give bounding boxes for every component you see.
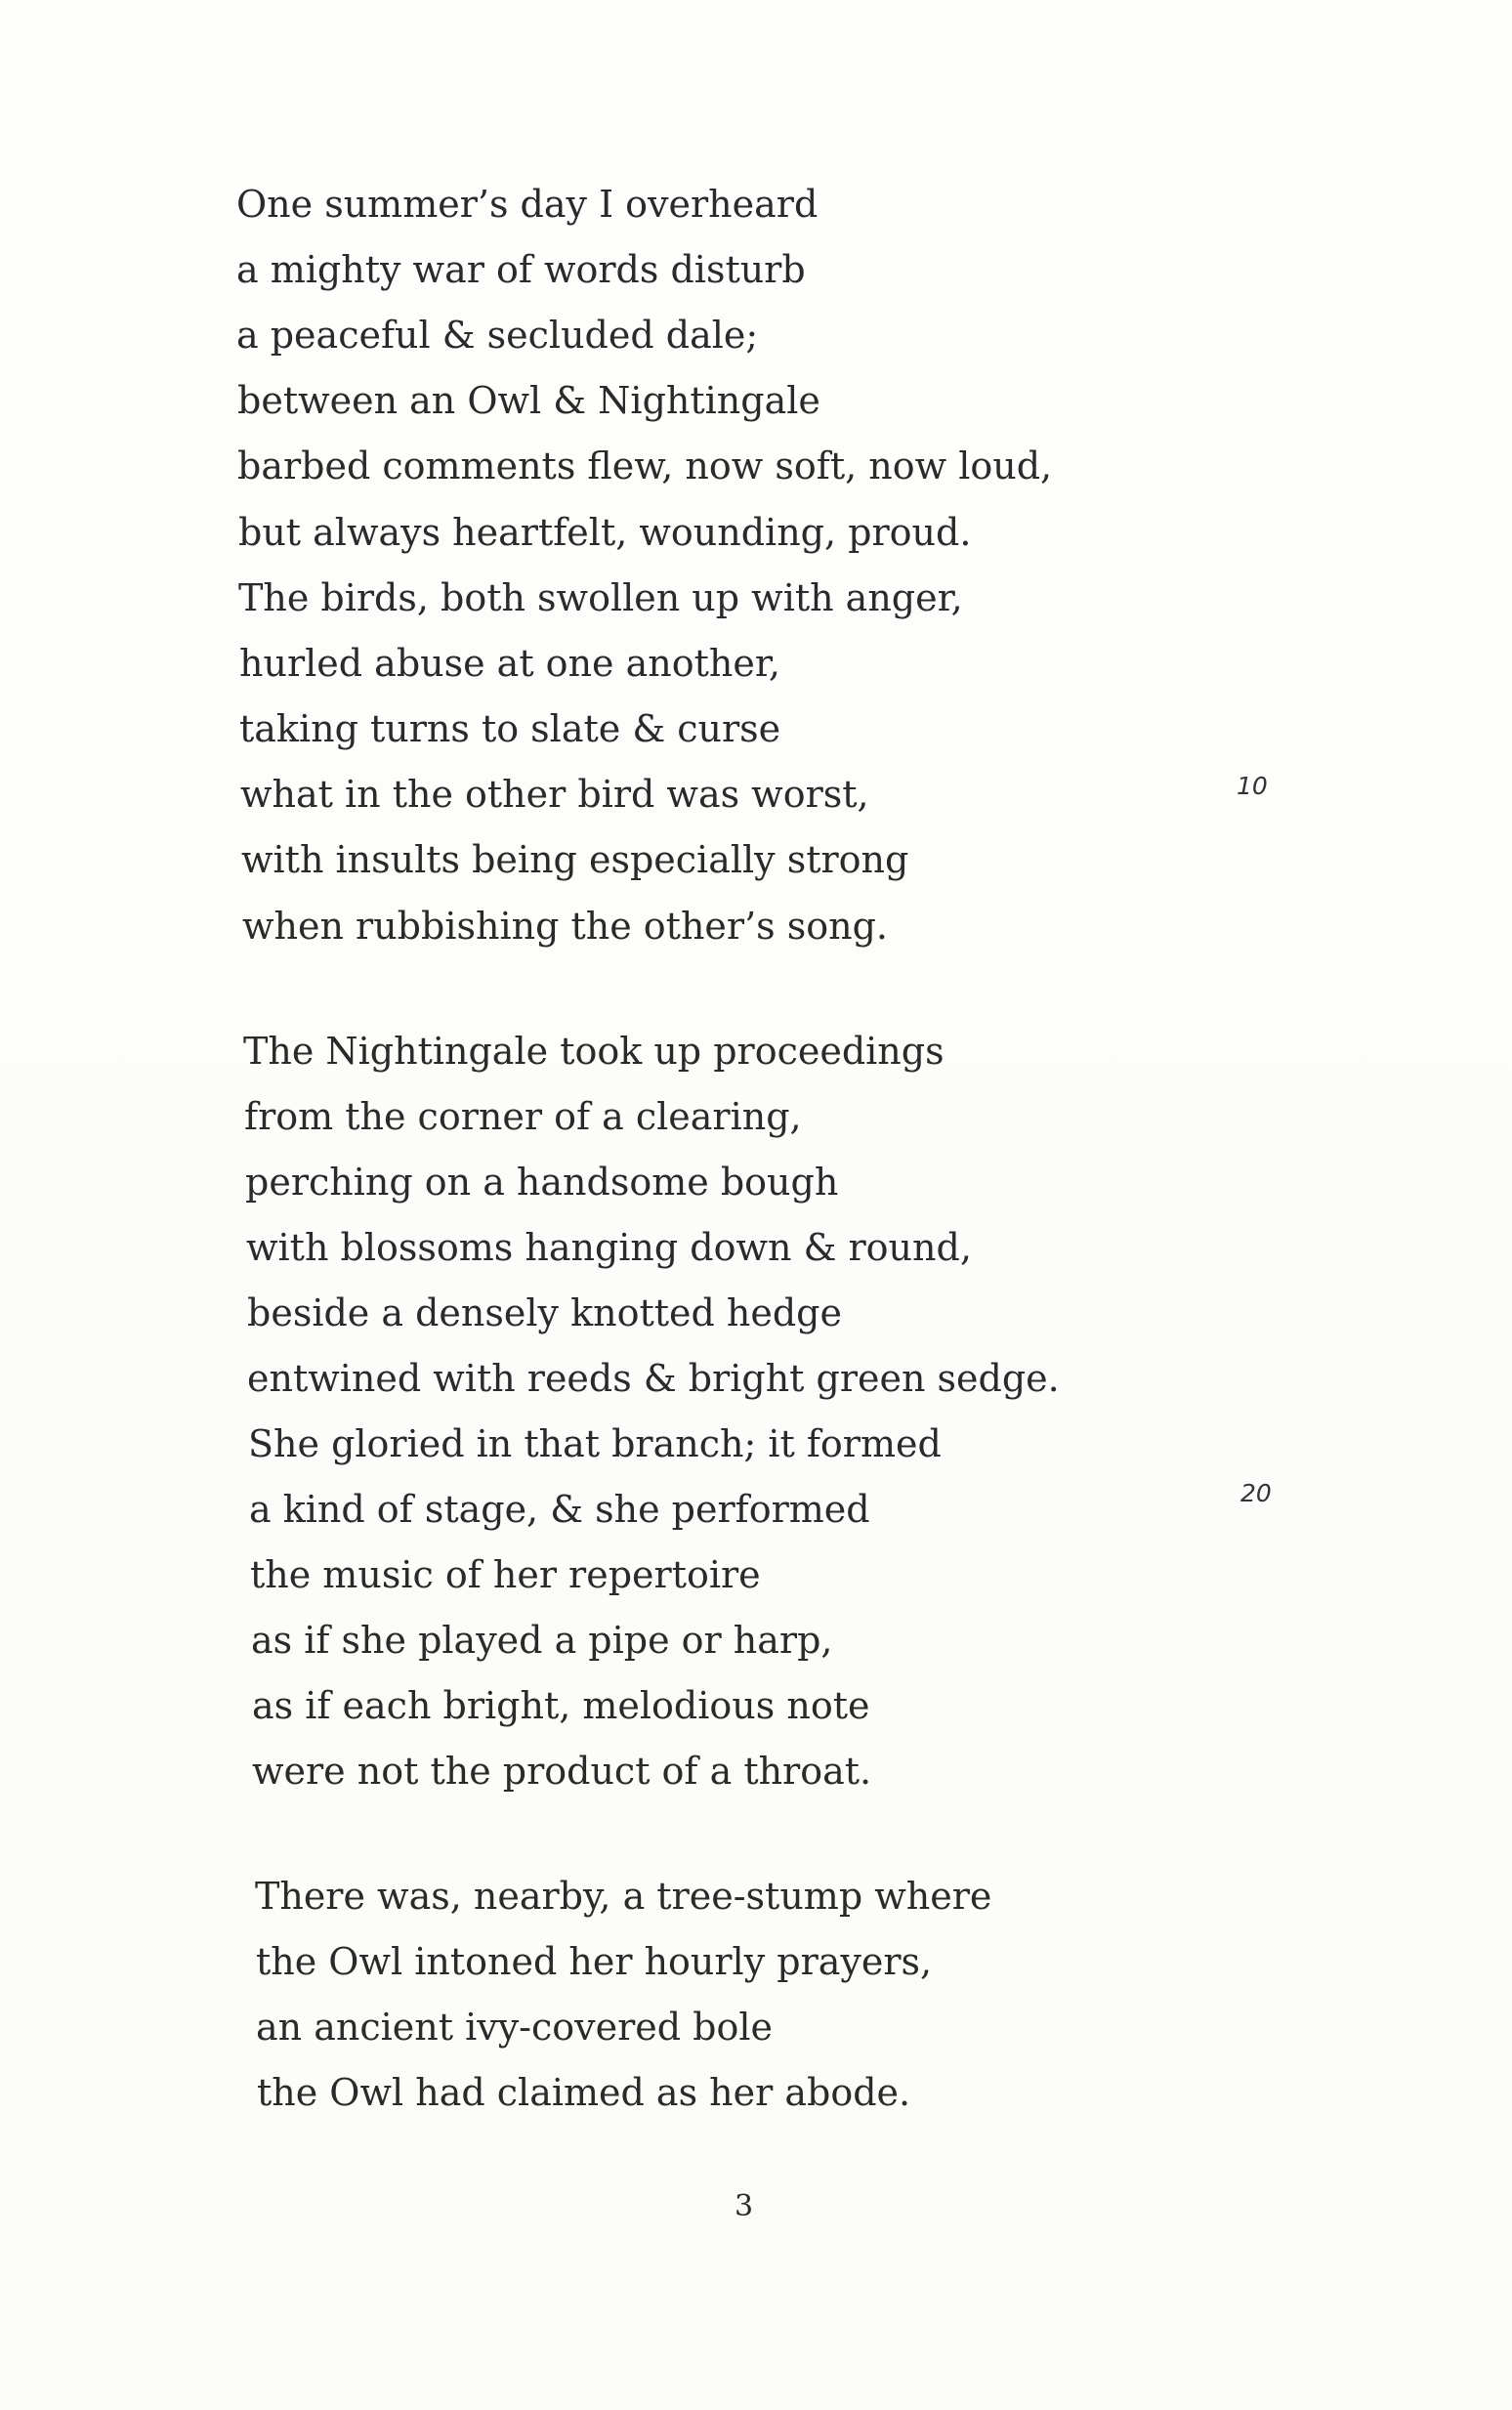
poem-line: but always heartfelt, wounding, proud. xyxy=(238,511,972,554)
poem-line: as if each bright, melodious note xyxy=(252,1684,870,1727)
poem-line: hurled abuse at one another, xyxy=(239,642,780,685)
poem-line: from the corner of a clearing, xyxy=(244,1095,802,1138)
poem-line: beside a densely knotted hedge xyxy=(247,1291,842,1334)
poem-line: perching on a handsome bough xyxy=(245,1161,839,1204)
poem-line: the music of her repertoire xyxy=(250,1553,761,1596)
poem-line: as if she played a pipe or harp, xyxy=(251,1619,833,1662)
poem-line: with insults being especially strong xyxy=(241,838,909,881)
poem-line: with blossoms hanging down & round, xyxy=(246,1226,972,1269)
poem-line: a peaceful & secluded dale; xyxy=(236,314,759,357)
poem-line: She gloried in that branch; it formed xyxy=(248,1422,942,1465)
poem-line: One summer’s day I overheard xyxy=(236,183,819,226)
poem-line: what in the other bird was worst, xyxy=(240,773,869,816)
poem-line: The Nightingale took up proceedings xyxy=(243,1030,945,1073)
poem-line: were not the product of a throat. xyxy=(252,1750,872,1793)
poem-line: the Owl intoned her hourly prayers, xyxy=(256,1940,933,1983)
poem-line: between an Owl & Nightingale xyxy=(237,379,820,422)
poem-line: a mighty war of words disturb xyxy=(236,248,806,291)
poem-line: barbed comments flew, now soft, now loud, xyxy=(237,444,1053,487)
poem-line: an ancient ivy-covered bole xyxy=(256,2006,774,2049)
poem-line: There was, nearby, a tree-stump where xyxy=(255,1875,992,1918)
page-number: 3 xyxy=(735,2189,754,2223)
poem-line: entwined with reeds & bright green sedge. xyxy=(247,1357,1060,1400)
line-number-10: 10 xyxy=(1237,772,1268,800)
poem-line: The birds, both swollen up with anger, xyxy=(238,576,963,619)
poem-line: a kind of stage, & she performed xyxy=(249,1488,870,1531)
poem-line: taking turns to slate & curse xyxy=(239,707,781,750)
poem-line: the Owl had claimed as her abode. xyxy=(257,2071,911,2114)
line-number-20: 20 xyxy=(1240,1479,1272,1507)
poem-line: when rubbishing the other’s song. xyxy=(242,905,888,948)
